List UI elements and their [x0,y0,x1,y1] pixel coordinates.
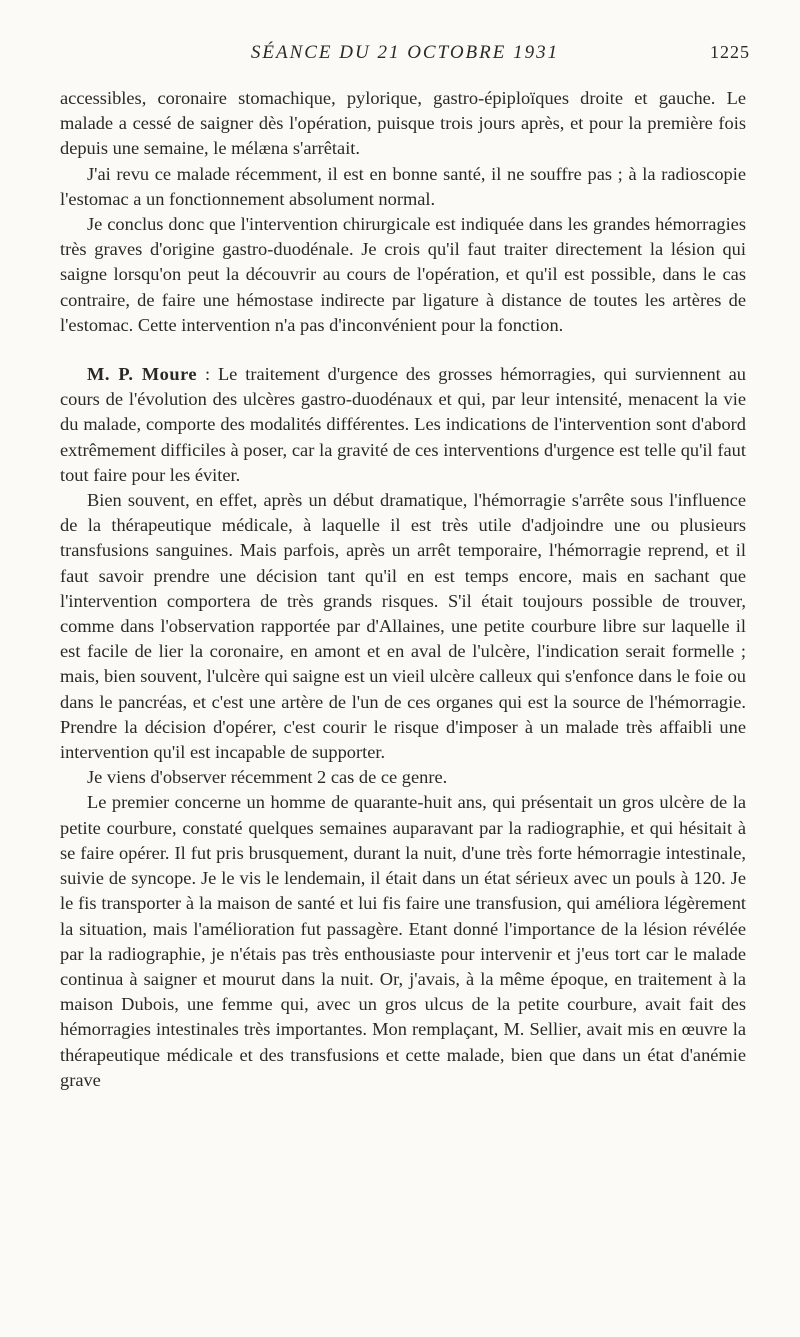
speaker-name: M. P. Moure [87,364,198,385]
paragraph: Le premier concerne un homme de quarante-huit ans, qui présentait un gros ulcère de la petite courbure, constaté quelques semaines auparavant par la radiographie, et qui hésitait à se faire opérer. Il fut pris brusquement, durant la nuit, d'une très forte hémorragie intestinale, suivie de syncope. Je le vis le lendemain, il était dans un état sérieux avec un pouls à 120. Je le fis transporter à la maison de santé et lui fis faire une transfusion, qui améliora légèrement la situation, mais l'amélioration fut passagère. Etant donné l'importance de la lésion révélée par la radiographie, je n'étais pas très enthousiaste pour intervenir et j'eus tort car le malade continua à saigner et mourut dans la nuit. Or, j'avais, à la même époque, en traitement à la maison Dubois, une femme qui, avec un gros ulcus de la petite courbure, avait fait des hémorragies intestinales très importantes. Mon remplaçant, M. Sellier, avait mis en œuvre la thérapeutique médicale et des transfusions et cette malade, bien que dans un état d'anémie grave [60,792,746,1090]
page-number: 1225 [710,42,750,62]
header-title: SÉANCE DU 21 OCTOBRE 1931 [250,42,560,63]
paragraph: Bien souvent, en effet, après un début dramatique, l'hémorragie s'arrête sous l'influence de la thérapeutique médicale, à laquelle il est très utile d'adjoindre une ou plusieurs transfusions sanguines. Mais parfois, après un arrêt temporaire, l'hémorragie reprend, et il faut savoir prendre une décision tant qu'il en est temps encore, mais en sachant que l'intervention comportera de très grands risques. S'il était toujours possible de trouver, comme dans l'observation rapportée par d'Allaines, une petite courbure libre sur laquelle il est facile de lier la coronaire, en amont et en aval de l'ulcère, l'indication serait formelle ; mais, bien souvent, l'ulcère qui saigne est un vieil ulcère calleux qui s'enfonce dans le foie ou dans le pancréas, et c'est une artère de l'un de ces organes qui est la source de l'hémorragie. Prendre la décision d'opérer, c'est courir le risque d'imposer à un malade très affaibli une intervention qu'il est incapable de supporter. [60,490,746,763]
discussion-paragraph [60,362,746,488]
paragraph: accessibles, coronaire stomachique, pylorique, gastro-épiploïques droite et gauche. Le malade a cessé de saigner dès l'opération, puisque trois jours après, et pour la première fois depuis une semaine, le mélæna s'arrêtait. [60,88,746,159]
body-text [60,86,746,1093]
speaker-separator: : [197,364,218,385]
paragraph: Je conclus donc que l'intervention chirurgicale est indiquée dans les grandes hémorragies très graves d'origine gastro-duodénale. Je crois qu'il faut traiter directement la lésion qui saigne lorsqu'on peut la découvrir au cours de l'opération, et qu'il est possible, dans le cas contraire, de faire une hémostase indirecte par ligature à distance de toutes les artères de l'estomac. Cette intervention n'a pas d'inconvénient pour la fonction. [60,214,746,335]
paragraph: J'ai revu ce malade récemment, il est en bonne santé, il ne souffre pas ; à la radioscopie l'estomac a un fonctionnement absolument normal. [60,163,746,209]
discussion-text: Le traitement d'urgence des grosses hémorragies, qui surviennent au cours de l'évolution des ulcères gastro-duodénaux et qui, par leur intensité, menacent la vie du malade, comporte des modalités différentes. Les indications de l'intervention sont d'abord extrêmement difficiles à poser, car la gravité de ces interventions d'urgence est telle qu'il faut tout faire pour les éviter. [60,364,746,485]
running-header [60,42,750,66]
paragraph: Je viens d'observer récemment 2 cas de ce genre. [87,767,448,788]
